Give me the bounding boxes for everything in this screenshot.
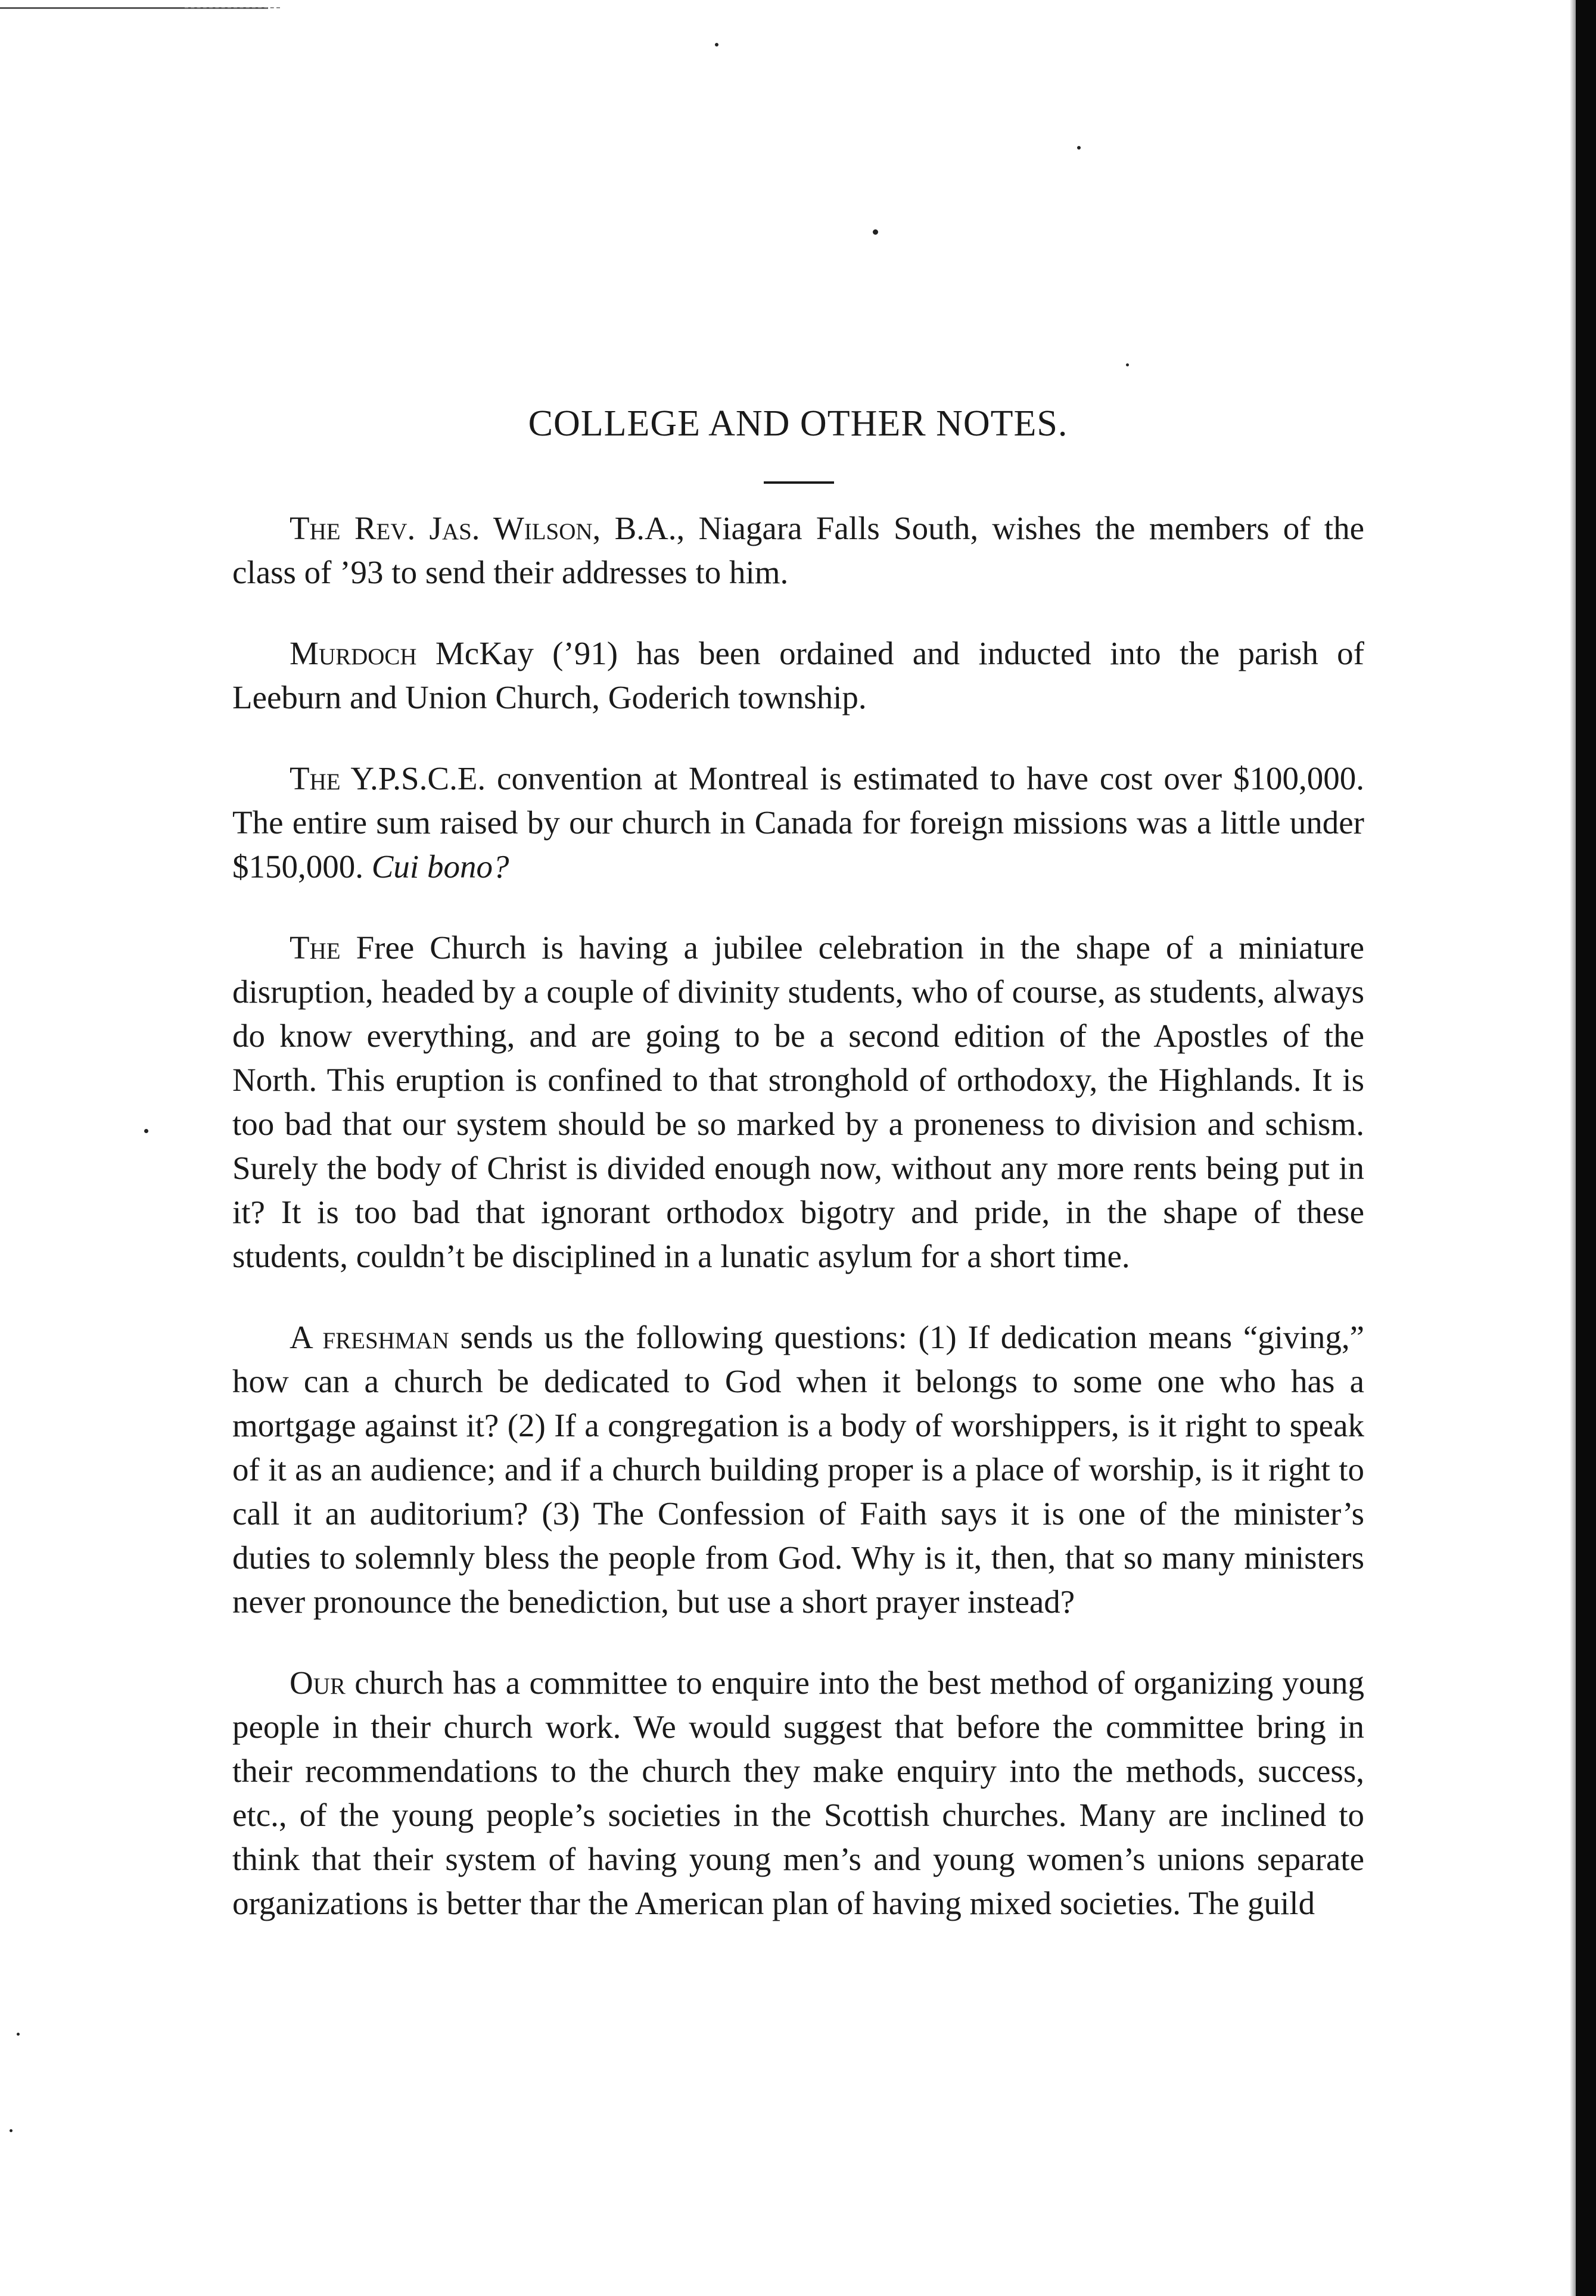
note-text: Free Church is having a jubilee celebration in the shape of a miniature disruption, headed by a couple of divinity students, who of course, as students, always do know everything, and are going to be a second edition of the Apostles of the North. This eruption is confined to that stronghold of orthodoxy, the Highlands. It is too bad that our system should be so marked by a proneness to division and schism. Surely the body of Christ is divided enough now, without any more rents being put in it? It is too bad that ignorant orthodox bigotry and pride, in the shape of these students, couldn’t be disciplined in a lunatic asylum for a short time. <box>232 929 1364 1274</box>
note-text: church has a committee to enquire into the best method of organizing young people in their church work. We would suggest that before the committee bring in their recommendations to the church they make enquiry into the methods, success, etc., of the young people’s societies in the Scottish churches. Many are inclined to think that their system of having young men’s and young women’s unions separate organizations is better thar the American plan of having mixed societies. The guild <box>232 1665 1364 1921</box>
note-lead: The Rev. Jas. Wilson, <box>290 510 601 546</box>
scan-speck <box>1077 146 1081 150</box>
scan-speck <box>873 229 878 235</box>
note-paragraph <box>232 757 1364 889</box>
scan-speck <box>1126 363 1129 366</box>
note-paragraph <box>232 631 1364 720</box>
note-paragraph <box>232 506 1364 595</box>
note-lead: A freshman <box>290 1319 449 1355</box>
note-lead: Our <box>290 1665 346 1701</box>
note-paragraph <box>232 926 1364 1278</box>
scan-top-rule-dash <box>185 7 280 8</box>
scan-right-edge <box>1576 0 1596 2296</box>
note-text: B.A., Niagara Falls South, wishes the members of the class of ’93 to send their addresses to him. <box>232 510 1365 590</box>
note-lead: Murdoch <box>290 635 417 671</box>
page-title: COLLEGE AND OTHER NOTES. <box>528 403 1068 444</box>
note-text: sends us the following questions: (1) If dedication means “giving,” how can a church be dedicated to God when it belongs to some one who has a mortgage against it? (2) If a congregation is a body of worshippers, is it right to speak of it as an audience; and if a church building proper is a place of worship, is it right to call it an auditorium? (3) The Confession of Faith says it is one of the minister’s duties to solemnly bless the people from God. Why is it, then, that so many ministers never pronounce the benediction, but use a short prayer instead? <box>232 1319 1364 1620</box>
scan-speck <box>17 2033 20 2036</box>
notes-body <box>232 506 1364 1962</box>
note-lead: The <box>290 929 341 966</box>
title-divider <box>764 481 834 484</box>
note-italic: Cui bono? <box>371 848 509 885</box>
note-paragraph <box>232 1661 1364 1925</box>
note-text: McKay (’91) has been ordained and inducted into the parish of Leeburn and Union Church, Goderich township. <box>232 635 1364 715</box>
note-paragraph <box>232 1315 1364 1624</box>
note-lead: The <box>290 760 341 797</box>
scan-speck <box>144 1129 148 1133</box>
scan-edge-shadow <box>1570 0 1576 2296</box>
scan-speck <box>10 2129 13 2132</box>
note-text: Y.P.S.C.E. convention at Montreal is estimated to have cost over $100,000. The entire sum raised by our church in Canada for foreign missions was a little under $150,000. <box>232 760 1364 885</box>
scan-speck <box>715 43 718 46</box>
